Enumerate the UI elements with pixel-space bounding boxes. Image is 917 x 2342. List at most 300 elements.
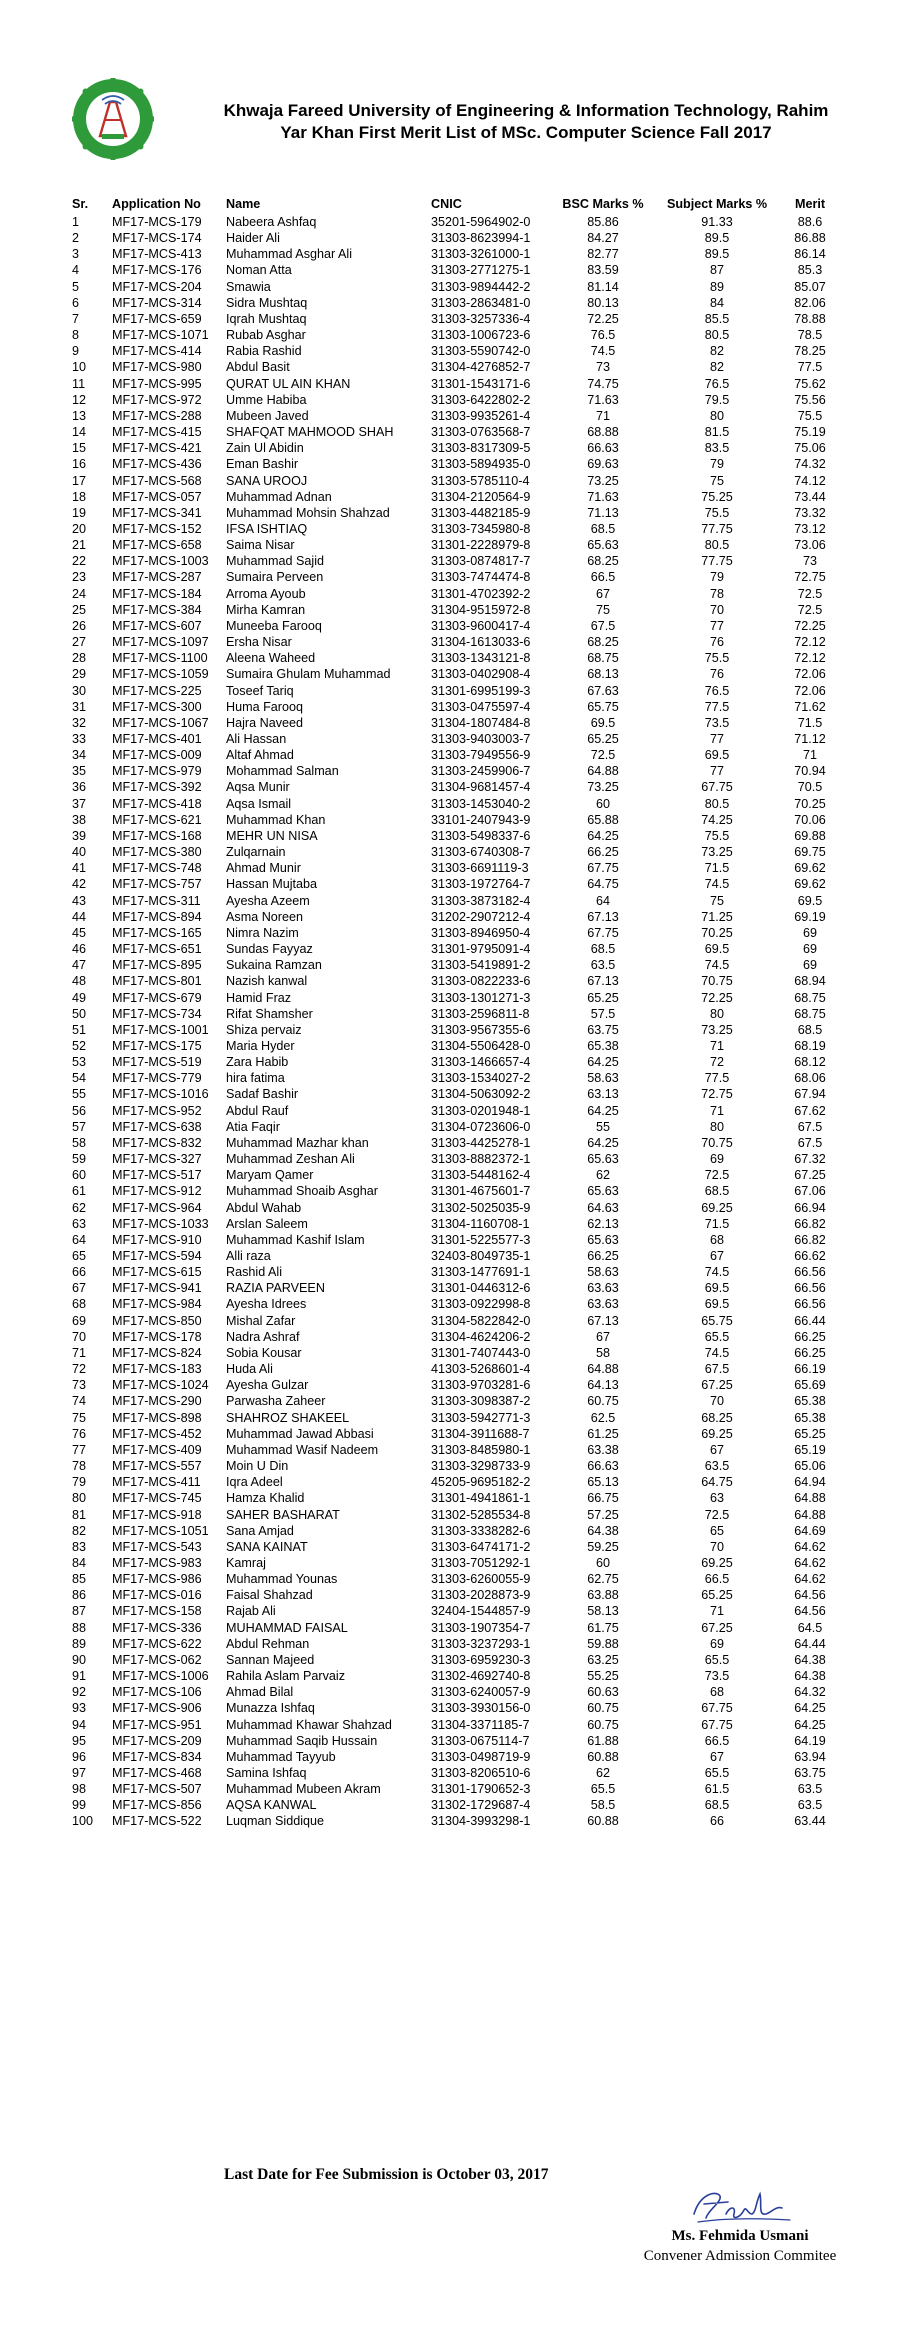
cell-name: Abdul Rehman (226, 1636, 310, 1651)
cell-sr: 8 (72, 328, 80, 343)
cell-cnic: 31304-3993298-1 (431, 1814, 531, 1829)
cell-subject-marks: 77.75 (701, 554, 733, 569)
cell-subject-marks: 71 (709, 1103, 724, 1118)
cell-subject-marks: 68 (709, 1685, 724, 1700)
cell-sr: 84 (72, 1555, 87, 1570)
cell-subject-marks: 70.25 (701, 925, 733, 940)
cell-sr: 71 (72, 1345, 87, 1360)
cell-merit: 75.62 (794, 376, 826, 391)
table-row (72, 812, 852, 828)
cell-application-no: MF17-MCS-983 (112, 1555, 202, 1570)
cell-sr: 59 (72, 1152, 87, 1167)
cell-cnic: 31303-3930156-0 (431, 1701, 531, 1716)
cell-application-no: MF17-MCS-906 (112, 1701, 202, 1716)
cell-bsc-marks: 61.25 (587, 1426, 619, 1441)
table-row (72, 1733, 852, 1749)
cell-cnic: 31301-2228979-8 (431, 538, 531, 553)
cell-merit: 66.44 (794, 1313, 826, 1328)
cell-cnic: 31301-6995199-3 (431, 683, 531, 698)
cell-application-no: MF17-MCS-519 (112, 1055, 202, 1070)
cell-subject-marks: 72.5 (704, 1507, 730, 1522)
cell-cnic: 31303-6474171-2 (431, 1539, 531, 1554)
table-row (72, 1232, 852, 1248)
cell-subject-marks: 69.5 (704, 1281, 730, 1296)
table-row (72, 602, 852, 618)
cell-bsc-marks: 72.25 (587, 311, 619, 326)
cell-subject-marks: 77 (709, 764, 724, 779)
cell-bsc-marks: 59.25 (587, 1539, 619, 1554)
cell-bsc-marks: 62 (595, 1766, 610, 1780)
cell-sr: 73 (72, 1378, 87, 1393)
cell-sr: 92 (72, 1685, 87, 1700)
cell-merit: 64.62 (794, 1539, 826, 1554)
cell-sr: 51 (72, 1022, 87, 1037)
cell-application-no: MF17-MCS-179 (112, 215, 202, 229)
cell-cnic: 31303-9894442-2 (431, 279, 531, 294)
cell-cnic: 31304-1613033-6 (431, 635, 531, 650)
cell-application-no: MF17-MCS-413 (112, 247, 202, 262)
cell-bsc-marks: 85.86 (587, 215, 619, 229)
table-row (72, 440, 852, 456)
cell-bsc-marks: 83.59 (587, 263, 619, 278)
table-row (72, 1248, 852, 1264)
table-row (72, 408, 852, 424)
table-row (72, 1313, 852, 1329)
table-row (72, 376, 852, 392)
cell-application-no: MF17-MCS-106 (112, 1685, 202, 1700)
cell-subject-marks: 65.5 (704, 1766, 730, 1780)
cell-subject-marks: 77.75 (701, 521, 733, 536)
table-row (72, 262, 852, 278)
cell-application-no: MF17-MCS-311 (112, 893, 201, 908)
cell-bsc-marks: 74.75 (587, 376, 619, 391)
cell-sr: 55 (72, 1087, 87, 1102)
cell-sr: 99 (72, 1798, 87, 1813)
cell-cnic: 31303-6740308-7 (431, 845, 531, 860)
cell-subject-marks: 70.75 (701, 1135, 733, 1150)
cell-cnic: 31301-4702392-2 (431, 586, 531, 601)
cell-merit: 71.12 (794, 732, 826, 746)
table-row (72, 1474, 852, 1490)
cell-name: Muhammad Mubeen Akram (226, 1782, 381, 1797)
cell-cnic: 31301-1543171-6 (431, 376, 531, 391)
table-row (72, 1523, 852, 1539)
cell-merit: 66.56 (794, 1265, 826, 1280)
cell-bsc-marks: 75 (595, 602, 610, 617)
cell-name: Muhammad Mohsin Shahzad (226, 505, 390, 520)
cell-subject-marks: 76.5 (704, 376, 730, 391)
cell-subject-marks: 67.25 (701, 1378, 733, 1393)
table-header-row (72, 196, 852, 214)
table-row (72, 1539, 852, 1555)
cell-application-no: MF17-MCS-850 (112, 1313, 202, 1328)
cell-merit: 63.44 (794, 1814, 826, 1829)
cell-application-no: MF17-MCS-1071 (112, 328, 209, 343)
cell-sr: 77 (72, 1442, 87, 1457)
cell-bsc-marks: 60 (595, 1555, 610, 1570)
cell-sr: 60 (72, 1168, 87, 1183)
cell-name: AQSA KANWAL (226, 1798, 317, 1813)
cell-name: Aleena Waheed (226, 651, 316, 666)
cell-merit: 69.62 (794, 861, 826, 876)
cell-cnic: 31303-9703281-6 (431, 1378, 531, 1393)
cell-subject-marks: 75.5 (704, 505, 730, 520)
cell-application-no: MF17-MCS-392 (112, 780, 202, 795)
table-row (72, 230, 852, 246)
cell-merit: 71.62 (794, 699, 826, 714)
table-row (72, 456, 852, 472)
cell-bsc-marks: 63.75 (587, 1022, 619, 1037)
cell-name: Rabia Rashid (226, 344, 302, 359)
cell-application-no: MF17-MCS-1016 (112, 1087, 209, 1102)
cell-cnic: 31303-9935261-4 (431, 408, 531, 423)
cell-sr: 31 (72, 699, 87, 714)
cell-bsc-marks: 60 (595, 796, 610, 811)
cell-application-no: MF17-MCS-980 (112, 360, 202, 375)
cell-name: Shiza pervaiz (226, 1022, 302, 1037)
table-row (72, 586, 852, 602)
table-row (72, 1393, 852, 1409)
cell-name: SHAHROZ SHAKEEL (226, 1410, 350, 1425)
table-row (72, 1603, 852, 1619)
table-row (72, 1377, 852, 1393)
cell-merit: 73.06 (794, 538, 826, 553)
cell-subject-marks: 69.5 (704, 748, 730, 763)
cell-cnic: 31303-8485980-1 (431, 1442, 531, 1457)
cell-merit: 74.12 (794, 473, 826, 488)
cell-subject-marks: 79 (709, 570, 724, 585)
column-header-merit: Merit (794, 197, 826, 211)
cell-application-no: MF17-MCS-979 (112, 764, 202, 779)
cell-application-no: MF17-MCS-152 (112, 521, 202, 536)
cell-subject-marks: 83.5 (704, 441, 730, 456)
cell-sr: 100 (72, 1814, 94, 1829)
cell-subject-marks: 63 (709, 1491, 724, 1506)
cell-sr: 97 (72, 1766, 87, 1780)
cell-cnic: 31303-3261000-1 (431, 247, 531, 262)
cell-name: Iqra Adeel (226, 1475, 283, 1490)
cell-subject-marks: 75 (709, 473, 724, 488)
cell-cnic: 31303-6422802-2 (431, 392, 531, 407)
cell-name: Muhammad Shoaib Asghar (226, 1184, 378, 1199)
cell-name: Muhammad Zeshan Ali (226, 1152, 355, 1167)
cell-bsc-marks: 63.63 (587, 1297, 619, 1312)
cell-cnic: 33101-2407943-9 (431, 812, 531, 827)
cell-application-no: MF17-MCS-984 (112, 1297, 202, 1312)
cell-name: Nabeera Ashfaq (226, 215, 317, 229)
cell-name: Abdul Basit (226, 360, 290, 375)
cell-cnic: 31303-8317309-5 (431, 441, 531, 456)
cell-bsc-marks: 81.14 (587, 279, 619, 294)
cell-subject-marks: 71 (709, 1038, 724, 1053)
cell-merit: 65.69 (794, 1378, 826, 1393)
table-row (72, 1183, 852, 1199)
table-row (72, 1555, 852, 1571)
cell-bsc-marks: 73.25 (587, 473, 619, 488)
cell-name: Sundas Fayyaz (226, 942, 313, 957)
cell-merit: 69.62 (794, 877, 826, 892)
cell-application-no: MF17-MCS-748 (112, 861, 202, 876)
cell-merit: 69 (802, 958, 817, 973)
cell-merit: 69.5 (797, 893, 823, 908)
title-line-1: Khwaja Fareed University of Engineering & Information Technology, Rahim (223, 101, 829, 120)
cell-application-no: MF17-MCS-1051 (112, 1523, 209, 1538)
cell-cnic: 31301-9795091-4 (431, 942, 531, 957)
cell-sr: 54 (72, 1071, 87, 1086)
cell-subject-marks: 80.5 (704, 796, 730, 811)
cell-subject-marks: 67 (709, 1442, 724, 1457)
cell-sr: 82 (72, 1523, 87, 1538)
cell-sr: 22 (72, 554, 87, 569)
cell-application-no: MF17-MCS-184 (112, 586, 202, 601)
cell-application-no: MF17-MCS-801 (112, 974, 202, 989)
cell-sr: 7 (72, 311, 80, 326)
cell-name: Luqman Siddique (226, 1814, 325, 1829)
cell-merit: 75.5 (797, 408, 823, 423)
cell-bsc-marks: 67 (595, 1329, 610, 1344)
cell-bsc-marks: 68.75 (587, 651, 619, 666)
cell-name: Nadra Ashraf (226, 1329, 300, 1344)
cell-merit: 85.3 (797, 263, 823, 278)
cell-sr: 72 (72, 1362, 87, 1377)
cell-application-no: MF17-MCS-757 (112, 877, 202, 892)
cell-bsc-marks: 64.25 (587, 1103, 619, 1118)
cell-merit: 69 (802, 925, 817, 940)
cell-application-no: MF17-MCS-300 (112, 699, 202, 714)
cell-application-no: MF17-MCS-421 (112, 441, 202, 456)
cell-bsc-marks: 67.13 (587, 909, 619, 924)
cell-name: Ayesha Gulzar (226, 1378, 309, 1393)
cell-application-no: MF17-MCS-1059 (112, 667, 209, 682)
cell-sr: 46 (72, 942, 87, 957)
cell-bsc-marks: 62.75 (587, 1572, 619, 1587)
cell-subject-marks: 72.75 (701, 1087, 733, 1102)
signatory-title: Convener Admission Commitee (643, 2248, 837, 2264)
cell-bsc-marks: 55 (595, 1119, 610, 1134)
cell-bsc-marks: 64.88 (587, 1362, 619, 1377)
cell-cnic: 31301-4675601-7 (431, 1184, 531, 1199)
table-row (72, 796, 852, 812)
cell-cnic: 45205-9695182-2 (431, 1475, 531, 1490)
cell-merit: 72.06 (794, 667, 826, 682)
cell-cnic: 31301-1790652-3 (431, 1782, 531, 1797)
cell-bsc-marks: 65.63 (587, 538, 619, 553)
cell-subject-marks: 65 (709, 1523, 724, 1538)
cell-sr: 96 (72, 1749, 87, 1764)
cell-cnic: 31304-1807484-8 (431, 715, 531, 730)
cell-merit: 69.75 (794, 845, 826, 860)
table-row (72, 957, 852, 973)
cell-cnic: 31304-0723606-0 (431, 1119, 531, 1134)
cell-name: Muhammad Kashif Islam (226, 1232, 365, 1247)
cell-application-no: MF17-MCS-401 (112, 732, 202, 746)
cell-bsc-marks: 73 (595, 360, 610, 375)
fee-submission-note: Last Date for Fee Submission is October 03, 2017 (224, 2166, 549, 2183)
cell-merit: 72.06 (794, 683, 826, 698)
cell-merit: 63.94 (794, 1749, 826, 1764)
cell-cnic: 31302-1729687-4 (431, 1798, 531, 1813)
cell-bsc-marks: 59.88 (587, 1636, 619, 1651)
cell-subject-marks: 74.25 (701, 812, 733, 827)
cell-bsc-marks: 60.88 (587, 1814, 619, 1829)
cell-cnic: 31303-0922998-8 (431, 1297, 531, 1312)
cell-bsc-marks: 65.63 (587, 1232, 619, 1247)
table-row (72, 683, 852, 699)
cell-sr: 95 (72, 1733, 87, 1748)
table-row (72, 650, 852, 666)
cell-cnic: 31303-1343121-8 (431, 651, 531, 666)
cell-sr: 26 (72, 618, 87, 633)
table-row (72, 1103, 852, 1119)
cell-name: Sumaira Ghulam Muhammad (226, 667, 391, 682)
cell-sr: 34 (72, 748, 87, 763)
cell-bsc-marks: 82.77 (587, 247, 619, 262)
cell-name: Arslan Saleem (226, 1216, 308, 1231)
cell-subject-marks: 65.5 (704, 1652, 730, 1667)
cell-bsc-marks: 58.13 (587, 1604, 619, 1619)
table-row (72, 1458, 852, 1474)
cell-cnic: 31303-1453040-2 (431, 796, 531, 811)
cell-name: SANA KAINAT (226, 1539, 308, 1554)
cell-merit: 68.5 (797, 1022, 823, 1037)
cell-bsc-marks: 61.75 (587, 1620, 619, 1635)
cell-merit: 64.56 (794, 1588, 826, 1603)
cell-merit: 64.44 (794, 1636, 826, 1651)
cell-application-no: MF17-MCS-638 (112, 1119, 202, 1134)
cell-subject-marks: 73.25 (701, 845, 733, 860)
cell-name: Umme Habiba (226, 392, 307, 407)
cell-bsc-marks: 64.25 (587, 828, 619, 843)
cell-sr: 52 (72, 1038, 87, 1053)
cell-name: Ahmad Munir (226, 861, 301, 876)
cell-name: Hamza Khalid (226, 1491, 305, 1506)
cell-subject-marks: 72.25 (701, 990, 733, 1005)
cell-name: Ayesha Idrees (226, 1297, 307, 1312)
cell-sr: 44 (72, 909, 87, 924)
cell-application-no: MF17-MCS-1100 (112, 651, 208, 666)
cell-subject-marks: 63.5 (704, 1459, 730, 1474)
cell-sr: 27 (72, 635, 87, 650)
cell-subject-marks: 77 (709, 618, 724, 633)
cell-application-no: MF17-MCS-287 (112, 570, 202, 585)
cell-bsc-marks: 67.13 (587, 974, 619, 989)
cell-sr: 3 (72, 247, 80, 262)
cell-cnic: 31303-6959230-3 (431, 1652, 531, 1667)
cell-bsc-marks: 62.5 (590, 1410, 616, 1425)
cell-bsc-marks: 73.25 (587, 780, 619, 795)
table-row (72, 909, 852, 925)
table-row (72, 1652, 852, 1668)
table-row (72, 1442, 852, 1458)
cell-name: Muhammad Sajid (226, 554, 324, 569)
table-row (72, 990, 852, 1006)
cell-sr: 47 (72, 958, 87, 973)
cell-subject-marks: 76 (709, 635, 724, 650)
table-row (72, 311, 852, 327)
table-row (72, 569, 852, 585)
cell-application-no: MF17-MCS-658 (112, 538, 202, 553)
cell-sr: 86 (72, 1588, 87, 1603)
cell-subject-marks: 91.33 (701, 215, 733, 229)
cell-bsc-marks: 65.63 (587, 1152, 619, 1167)
cell-application-no: MF17-MCS-1006 (112, 1669, 209, 1684)
cell-bsc-marks: 71.63 (587, 489, 619, 504)
cell-name: Mubeen Javed (226, 408, 309, 423)
cell-application-no: MF17-MCS-1003 (112, 554, 209, 569)
table-row (72, 1490, 852, 1506)
university-seal-icon (72, 78, 154, 160)
table-row (72, 941, 852, 957)
cell-cnic: 31303-7345980-8 (431, 521, 531, 536)
signatory-name: Ms. Fehmida Usmani (671, 2228, 809, 2244)
cell-bsc-marks: 65.88 (587, 812, 619, 827)
table-row (72, 699, 852, 715)
cell-application-no: MF17-MCS-995 (112, 376, 202, 391)
cell-cnic: 31304-4276852-7 (431, 360, 531, 375)
cell-cnic: 31303-9403003-7 (431, 732, 531, 746)
cell-application-no: MF17-MCS-178 (112, 1329, 202, 1344)
cell-subject-marks: 73.5 (704, 1669, 730, 1684)
cell-merit: 78.5 (797, 328, 823, 343)
cell-name: Huma Farooq (226, 699, 303, 714)
cell-bsc-marks: 64.25 (587, 1135, 619, 1150)
cell-name: Atia Faqir (226, 1119, 280, 1134)
cell-application-no: MF17-MCS-452 (112, 1426, 202, 1441)
cell-name: Muhammad Adnan (226, 489, 332, 504)
cell-name: Muhammad Saqib Hussain (226, 1733, 378, 1748)
cell-subject-marks: 82 (709, 360, 724, 375)
cell-merit: 64.62 (794, 1572, 826, 1587)
cell-bsc-marks: 64.38 (587, 1523, 619, 1538)
table-row (72, 779, 852, 795)
cell-subject-marks: 68.5 (704, 1798, 730, 1813)
cell-application-no: MF17-MCS-225 (112, 683, 202, 698)
cell-cnic: 31303-5419891-2 (431, 958, 531, 973)
cell-merit: 68.94 (794, 974, 826, 989)
cell-sr: 25 (72, 602, 87, 617)
cell-name: Maria Hyder (226, 1038, 295, 1053)
cell-bsc-marks: 65.25 (587, 990, 619, 1005)
cell-bsc-marks: 65.13 (587, 1475, 619, 1490)
table-row (72, 1636, 852, 1652)
table-row (72, 473, 852, 489)
cell-sr: 14 (72, 425, 87, 440)
handwritten-signature-icon (686, 2184, 796, 2228)
table-row (72, 537, 852, 553)
cell-subject-marks: 68.25 (701, 1410, 733, 1425)
cell-sr: 87 (72, 1604, 87, 1619)
cell-cnic: 31303-3298733-9 (431, 1459, 531, 1474)
cell-application-no: MF17-MCS-910 (112, 1232, 202, 1247)
cell-cnic: 31304-5506428-0 (431, 1038, 531, 1053)
cell-name: Moin U Din (226, 1459, 289, 1474)
cell-merit: 72.12 (794, 635, 826, 650)
cell-merit: 65.06 (794, 1459, 826, 1474)
cell-cnic: 31304-5063092-2 (431, 1087, 531, 1102)
cell-subject-marks: 85.5 (704, 311, 730, 326)
table-row (72, 1086, 852, 1102)
cell-cnic: 31303-2596811-8 (431, 1006, 530, 1021)
cell-cnic: 31202-2907212-4 (431, 909, 531, 924)
cell-sr: 36 (72, 780, 87, 795)
cell-bsc-marks: 67.5 (590, 618, 616, 633)
cell-cnic: 31304-9681457-4 (431, 780, 531, 795)
cell-bsc-marks: 66.63 (587, 441, 619, 456)
cell-sr: 75 (72, 1410, 87, 1425)
table-row (72, 521, 852, 537)
cell-bsc-marks: 60.75 (587, 1717, 619, 1732)
cell-merit: 66.62 (794, 1249, 826, 1263)
